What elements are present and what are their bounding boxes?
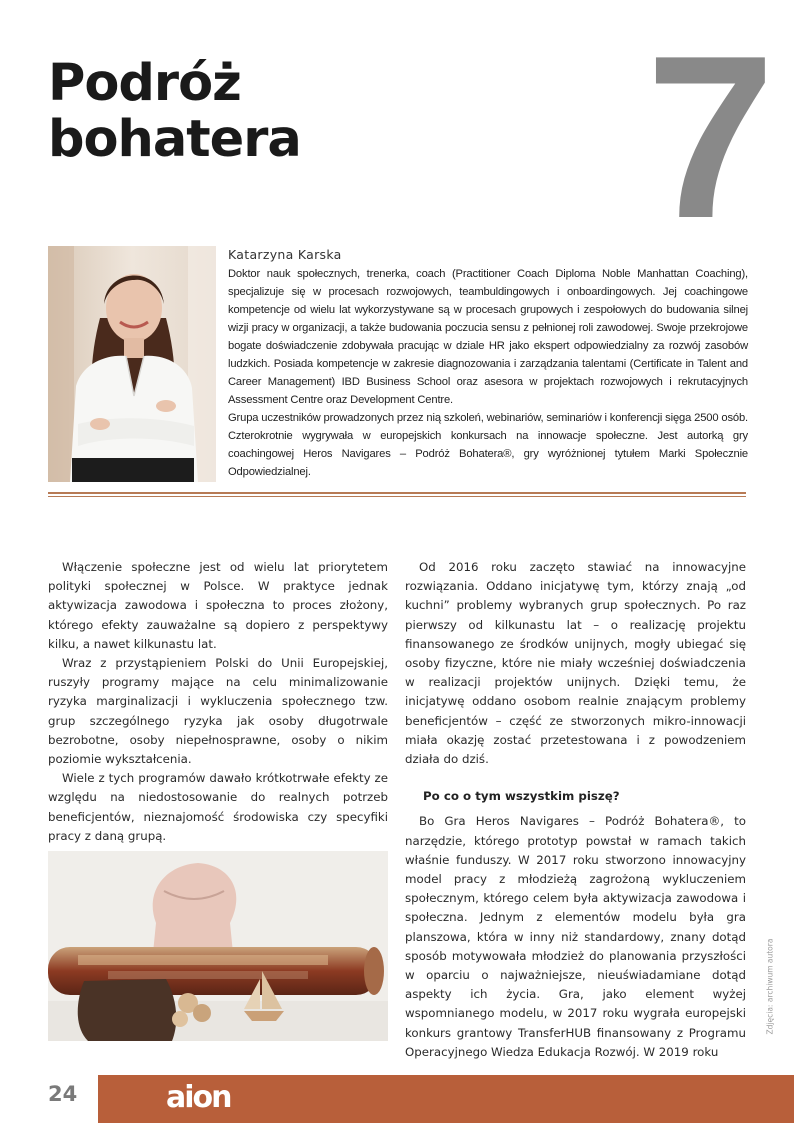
footer-bar [98, 1075, 794, 1123]
issue-number: 7 [646, 8, 772, 267]
divider-line [48, 492, 746, 494]
article-paragraph: Wiele z tych programów dawało krótkotrwałe efekty ze względu na niedostosowanie do realnych potrzeb beneficjentów, nieznajomość środowiska czy specyfiki pracy z daną grupą. [48, 771, 388, 843]
photo-credit [760, 930, 774, 1050]
title-line-2: bohatera [48, 110, 301, 169]
article-left-column [48, 558, 388, 846]
article-paragraph: Bo Gra Heros Navigares – Podróż Bohatera®, to narzędzie, którego prototyp powstał w ramach takich właśnie funduszy. W 2017 roku stworzono innowacyjny model pracy z młodzieżą zagrożoną wykluczeniem społecznym, którego celem była aktywizacja zawodowa i społeczna. Jednym z elementów modelu była gra planszowa, która w inny niż standardowy, znany dotąd sposób motywowała młodzież do planowania przyszłości w oparciu o najważniejsze, nieuświadamiane dotąd aspekty ich życia. Gra, jako element wyżej wspomnianego modelu, w 2017 roku wygrała europejski konkurs grantowy TransferHUB finansowany z Programu Operacyjnego Wiedza Edukacja Rozwój. W 2019 roku [405, 814, 746, 1059]
page-number: 24 [48, 1082, 78, 1106]
author-name: Katarzyna Karska [228, 247, 342, 262]
aion-logo: aion [166, 1080, 231, 1115]
page-title [48, 56, 348, 168]
author-bio-paragraph: Doktor nauk społecznych, trenerka, coach (Practitioner Coach Diploma Noble Manhattan Coaching), specjalizuje się w procesach rozwojowych, teambuldingowych i onboardingowych. Jej coachingowe kompetencje od wielu lat wykorzystywane są w procesach grupowych i zespołowych do budowania silnej wizji pracy w organizacji, a także budowania poczucia sensu z pełnionej roli zawodowej. Swoje przekrojowe bogate doświadczenie zdobywała pracując w dziale HR jako ekspert odpowiedzialny za rozwój zasobów ludzkich. Posiada kompetencje w zakresie diagnozowania i zarządzania talentami (Certificate in Talent and Career Management) IBD Business School oraz asesora w projektach rozwojowych i rekrutacyjnych Assessment Centre oraz Development Centre. [228, 268, 748, 406]
game-photo [48, 851, 388, 1041]
article-paragraph: Od 2016 roku zaczęto stawiać na innowacyjne rozwiązania. Oddano inicjatywę tym, którzy znają „od kuchni” problemy wybranych grup społecznych. Po raz pierwszy od kilkunastu lat – o realizację projektu finansowanego ze środków unijnych, mogły ubiegać się osoby fizyczne, które nie miały wcześniej doświadczenia w realizacji projektów unijnych. Dzięki temu, że inicjatywę oddano osobom realnie znającym problemy beneficjentów – część ze stworzonych mikro-innowacji miała okazję zostać przetestowana i z powodzeniem działa do dziś. [405, 560, 746, 767]
article-subheading: Po co o tym wszystkim piszę? [423, 789, 620, 804]
author-photo [48, 246, 216, 482]
article-paragraph: Włączenie społeczne jest od wielu lat priorytetem polityki społecznej w Polsce. W praktyce jednak aktywizacja zawodowa i społeczna to proces złożony, którego efekty zauważalne są dopiero z perspektywy kilku, a nawet kilkunastu lat. [48, 560, 388, 651]
author-bio-paragraph: Grupa uczestników prowadzonych przez nią szkoleń, webinariów, seminariów i konferencji sięga 2500 osób. Czterokrotnie wygrywała w europejskich konkursach na innowacje społeczne. Jest autorką gry coachingowej Heros Navigares – Podróż Bohatera®, gry wyróżnionej tytułem Marki Społecznie Odpowiedzialnej. [228, 412, 748, 478]
author-portrait-image [48, 246, 216, 482]
article-paragraph: Wraz z przystąpieniem Polski do Unii Europejskiej, ruszyły programy mające na celu minimalizowanie ryzyka marginalizacji i wykluczenia społecznego tzw. grup szczególnego ryzyka jak osoby długotrwale bezrobotne, osoby niepełnosprawne, osoby o nikim poziomie wykształcenia. [48, 656, 388, 767]
photo-credit-text: Zdjęcia: archiwum autora [765, 938, 775, 1035]
author-bio-block [228, 247, 748, 481]
divider-line [48, 496, 746, 497]
board-game-image [48, 851, 388, 1041]
article-right-column [405, 558, 746, 1062]
title-line-1: Podróż [48, 54, 241, 113]
